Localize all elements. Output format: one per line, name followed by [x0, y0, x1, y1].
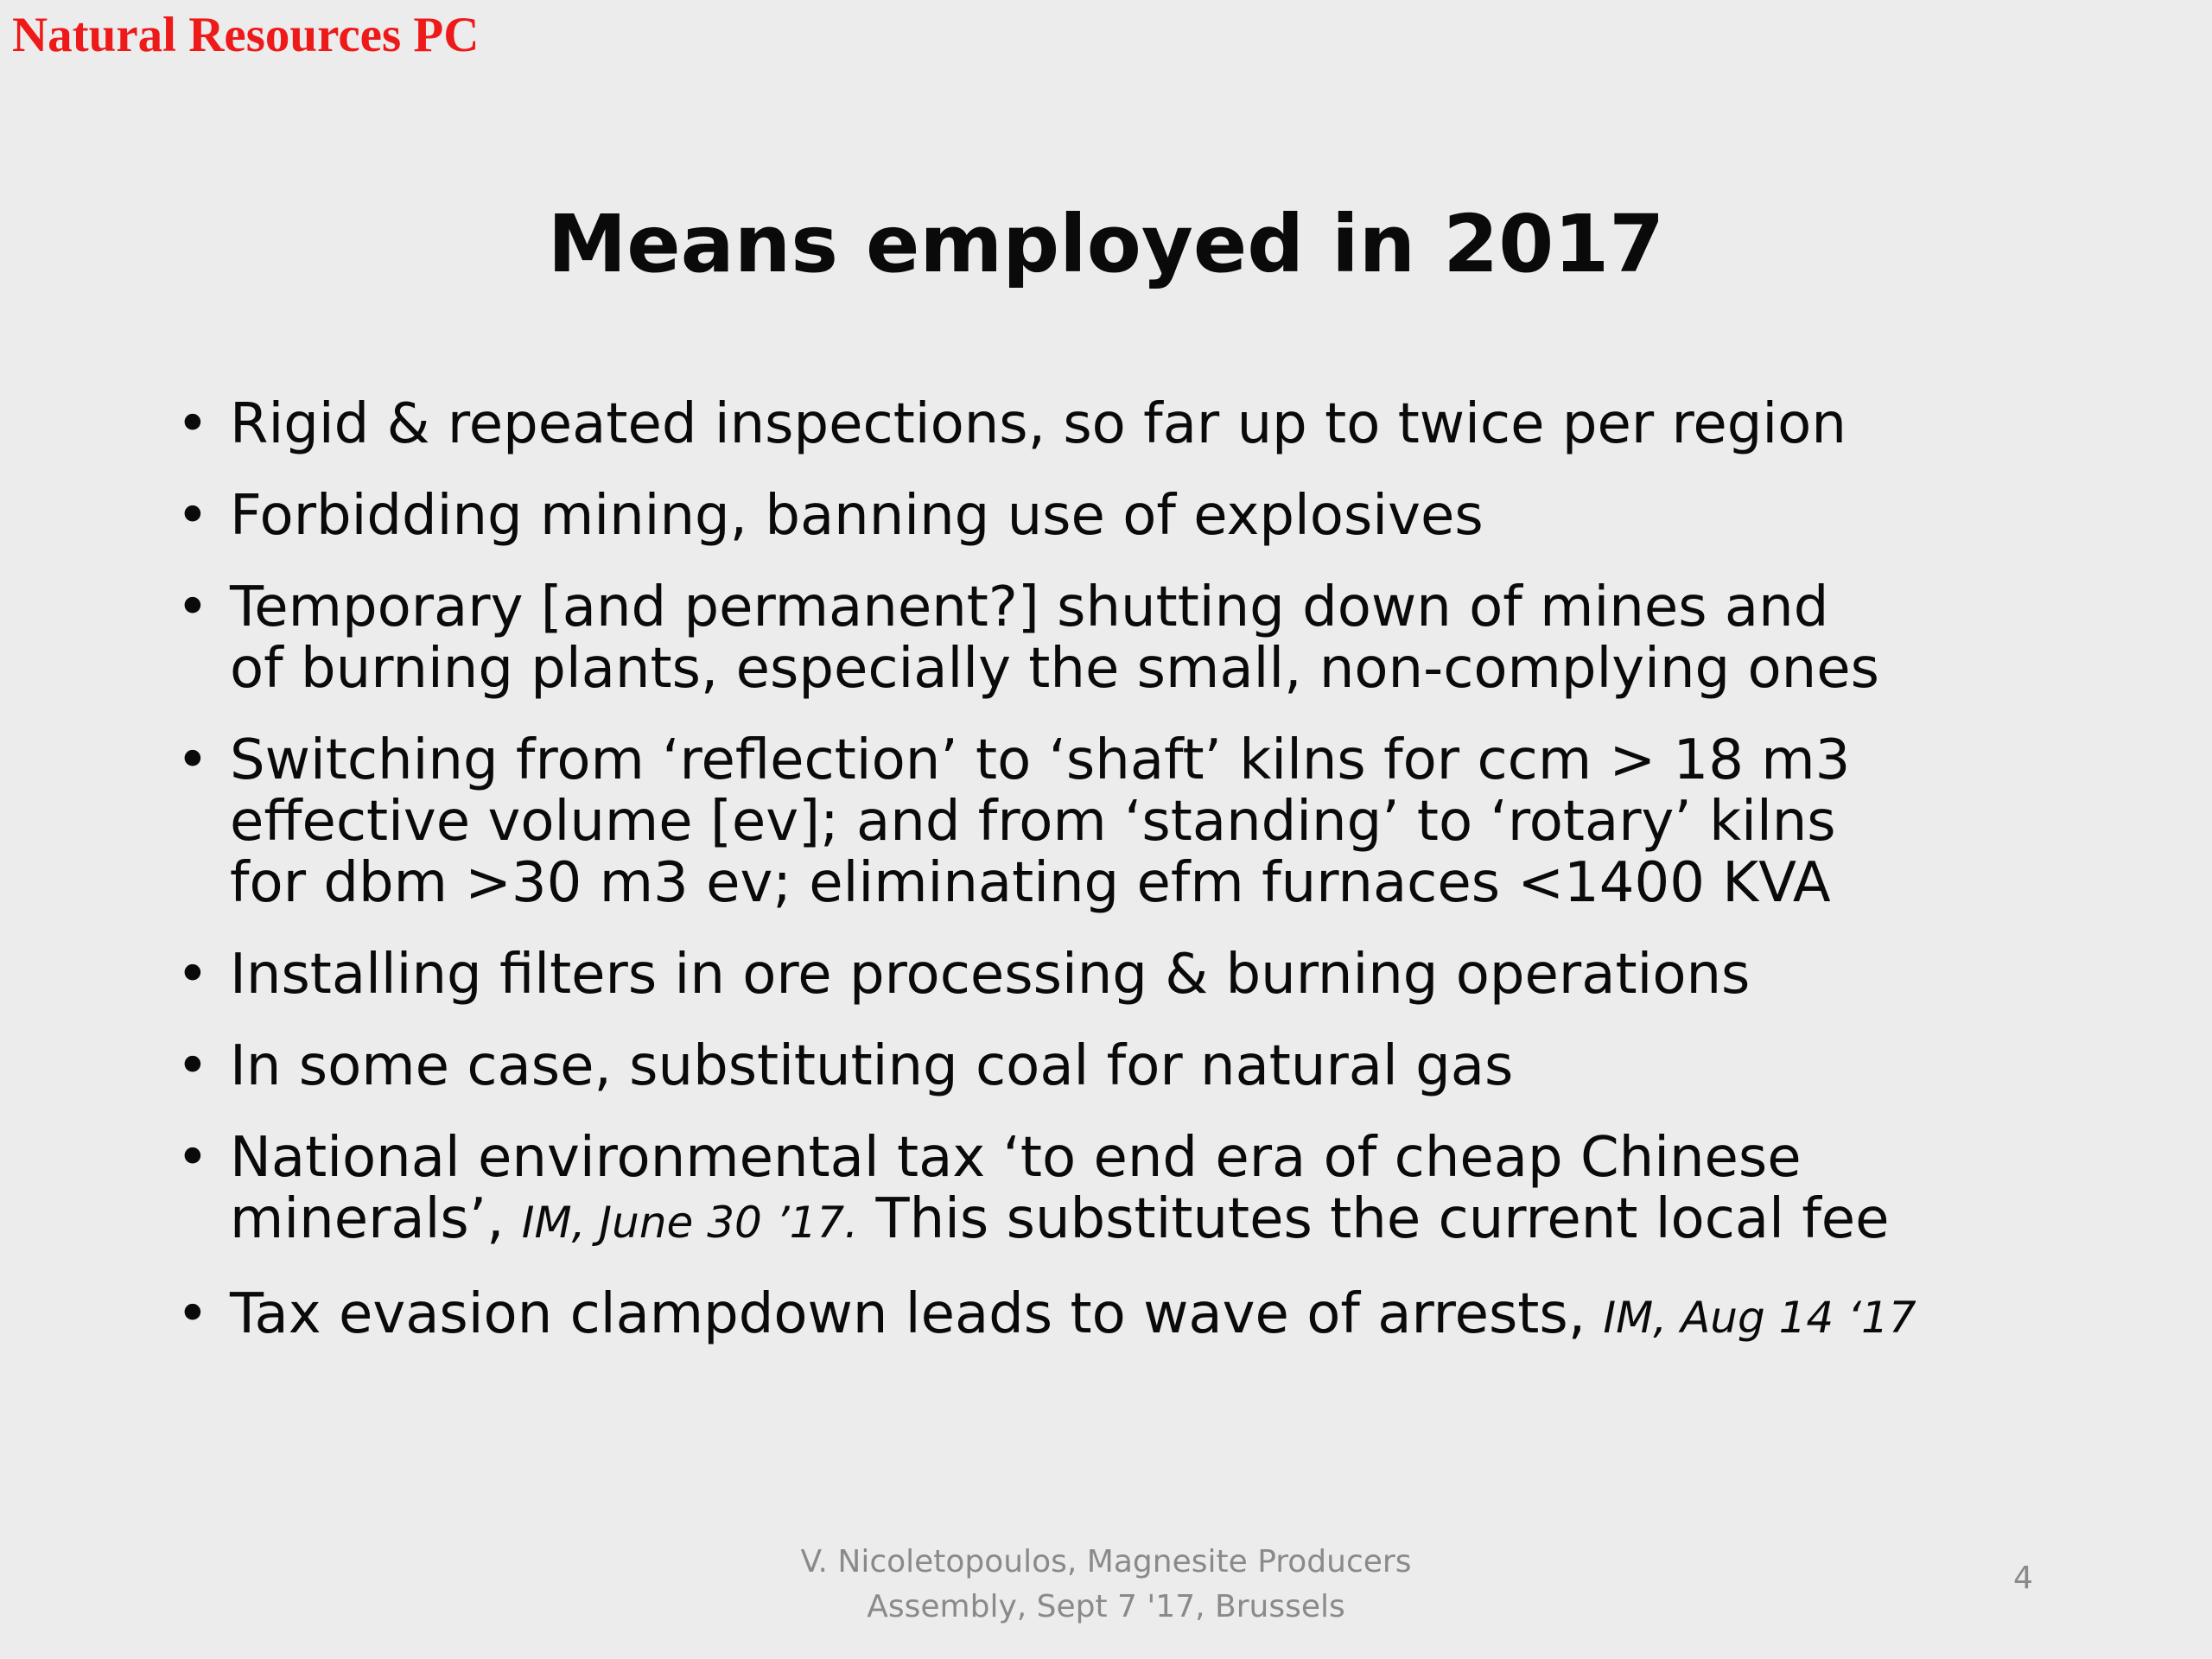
footer-line: V. Nicoletopoulos, Magnesite Producers: [800, 1544, 1412, 1580]
bullet-dot-icon: •: [176, 943, 209, 1007]
bullet-text: minerals’,: [230, 1187, 522, 1251]
bullet-item: [173, 1128, 2108, 1254]
bullet-item: [173, 486, 2108, 547]
bullet-dot-icon: •: [176, 1282, 209, 1346]
bullet-item: [173, 1284, 2108, 1349]
bullet-dot-icon: •: [176, 392, 209, 456]
bullet-text: In some case, substituting coal for natural gas: [230, 1034, 1514, 1098]
bullet-item: [173, 394, 2108, 455]
bullet-item: [173, 730, 2108, 914]
bullet-text: Forbidding mining, banning use of explosives: [230, 484, 1484, 548]
bullet-dot-icon: •: [176, 1034, 209, 1098]
bullet-dot-icon: •: [176, 1126, 209, 1190]
bullet-text-line: [230, 1284, 2108, 1349]
bullet-dot-icon: •: [176, 484, 209, 548]
bullet-text: Switching from ‘reflection’ to ‘shaft’ kilns for ccm > 18 m3: [230, 728, 1851, 792]
bullet-text: This substitutes the current local fee: [858, 1187, 1890, 1251]
slide-title: Means employed in 2017: [547, 198, 1665, 290]
slide-footer: [760, 1540, 1452, 1630]
bullet-text: effective volume [ev]; and from ‘standing’ to ‘rotary’ kilns: [230, 790, 1836, 854]
bullet-text-line: [230, 1189, 2108, 1254]
bullet-dot-icon: •: [176, 575, 209, 639]
page-number: 4: [2013, 1560, 2033, 1596]
brand-header: Natural Resources PC: [12, 8, 480, 62]
bullet-item: [173, 944, 2108, 1006]
bullet-text: Temporary [and permanent?] shutting down of mines and: [230, 575, 1829, 639]
bullet-item: [173, 1036, 2108, 1097]
bullet-text: of burning plants, especially the small, non-complying ones: [230, 637, 1879, 701]
bullet-item: [173, 577, 2108, 700]
bullet-text: National environmental tax ‘to end era of cheap Chinese: [230, 1126, 1802, 1190]
citation: IM, Aug 14 ‘17: [1603, 1293, 1916, 1343]
citation: IM, June 30 ’17.: [521, 1198, 859, 1248]
bullet-list: [173, 394, 2108, 1349]
bullet-dot-icon: •: [176, 728, 209, 792]
bullet-text: Rigid & repeated inspections, so far up to twice per region: [230, 392, 1847, 456]
bullet-text: for dbm >30 m3 ev; eliminating efm furnaces <1400 KVA: [230, 851, 1831, 915]
bullet-text: Installing filters in ore processing & burning operations: [230, 943, 1751, 1007]
footer-line: Assembly, Sept 7 '17, Brussels: [867, 1589, 1345, 1624]
bullet-text: Tax evasion clampdown leads to wave of arrests,: [230, 1282, 1604, 1346]
